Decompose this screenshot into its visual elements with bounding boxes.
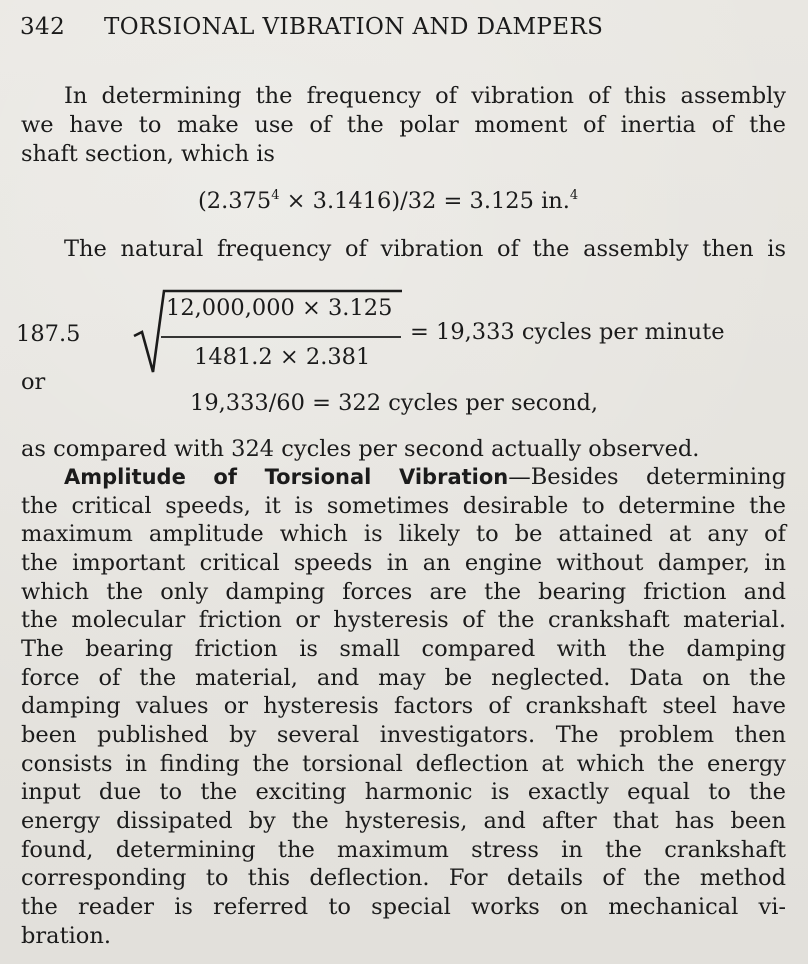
paragraph-line: which the only damping forces are the bearing friction and (21, 579, 786, 605)
comparison-line: as compared with 324 cycles per second actually observed. (21, 436, 700, 462)
paragraph-line: found, determining the maximum stress in the crankshaft (21, 837, 786, 863)
intro-line-2: we have to make use of the polar moment of inertia of the (21, 112, 786, 138)
natural-frequency-line: The natural frequency of vibration of the assembly then is (64, 236, 786, 262)
paragraph-line: the critical speeds, it is sometimes desirable to determine the (21, 493, 786, 519)
running-title: TORSIONAL VIBRATION AND DAMPERS (104, 14, 604, 40)
paragraph-last-line: bration. (21, 923, 111, 949)
section-first-line (64, 463, 786, 491)
paragraph-line: the reader is referred to special works on mechanical vi- (21, 894, 786, 920)
paragraph-line: energy dissipated by the hysteresis, and after that has been (21, 808, 786, 834)
paragraph-line: the molecular friction or hysteresis of the crankshaft material. (21, 607, 786, 633)
paragraph-line: been published by several investigators. The problem then (21, 722, 786, 748)
paragraph-line: corresponding to this deflection. For details of the method (21, 865, 786, 891)
paragraph-line: the important critical speeds in an engine without damper, in (21, 550, 786, 576)
paragraph-line: The bearing friction is small compared with the damping (21, 636, 786, 662)
polar-moment-equation: $(2.375^4 \times 3.1416)/32 = 3.125$ in.$^4$ (198, 188, 579, 214)
section-heading: Amplitude of Torsional Vibration (64, 465, 509, 489)
frequency-coefficient: 187.5 (16, 321, 81, 347)
paragraph-line: maximum amplitude which is likely to be attained at any of (21, 521, 786, 547)
intro-line-1: In determining the frequency of vibration of this assembly (64, 83, 786, 109)
page-header (20, 14, 778, 50)
paragraph-line: force of the material, and may be neglected. Data on the (21, 665, 786, 691)
paragraph-line: input due to the exciting harmonic is exactly equal to the (21, 779, 786, 805)
section-first-line-rest: —Besides determining (508, 464, 786, 490)
or-word: or (21, 369, 46, 395)
page-number: 342 (20, 14, 66, 40)
fraction-numerator: 12,000,000 × 3.125 (166, 295, 393, 321)
cycles-per-second-equation: 19,333/60 = 322 cycles per second, (190, 390, 598, 416)
paragraph-line: damping values or hysteresis factors of crankshaft steel have (21, 693, 786, 719)
intro-line-3: shaft section, which is (21, 141, 275, 167)
fraction-denominator: 1481.2 × 2.381 (194, 344, 371, 370)
paragraph-line: consists in finding the torsional deflection at which the energy (21, 751, 786, 777)
cycles-per-minute-result: = 19,333 cycles per minute (410, 319, 725, 345)
